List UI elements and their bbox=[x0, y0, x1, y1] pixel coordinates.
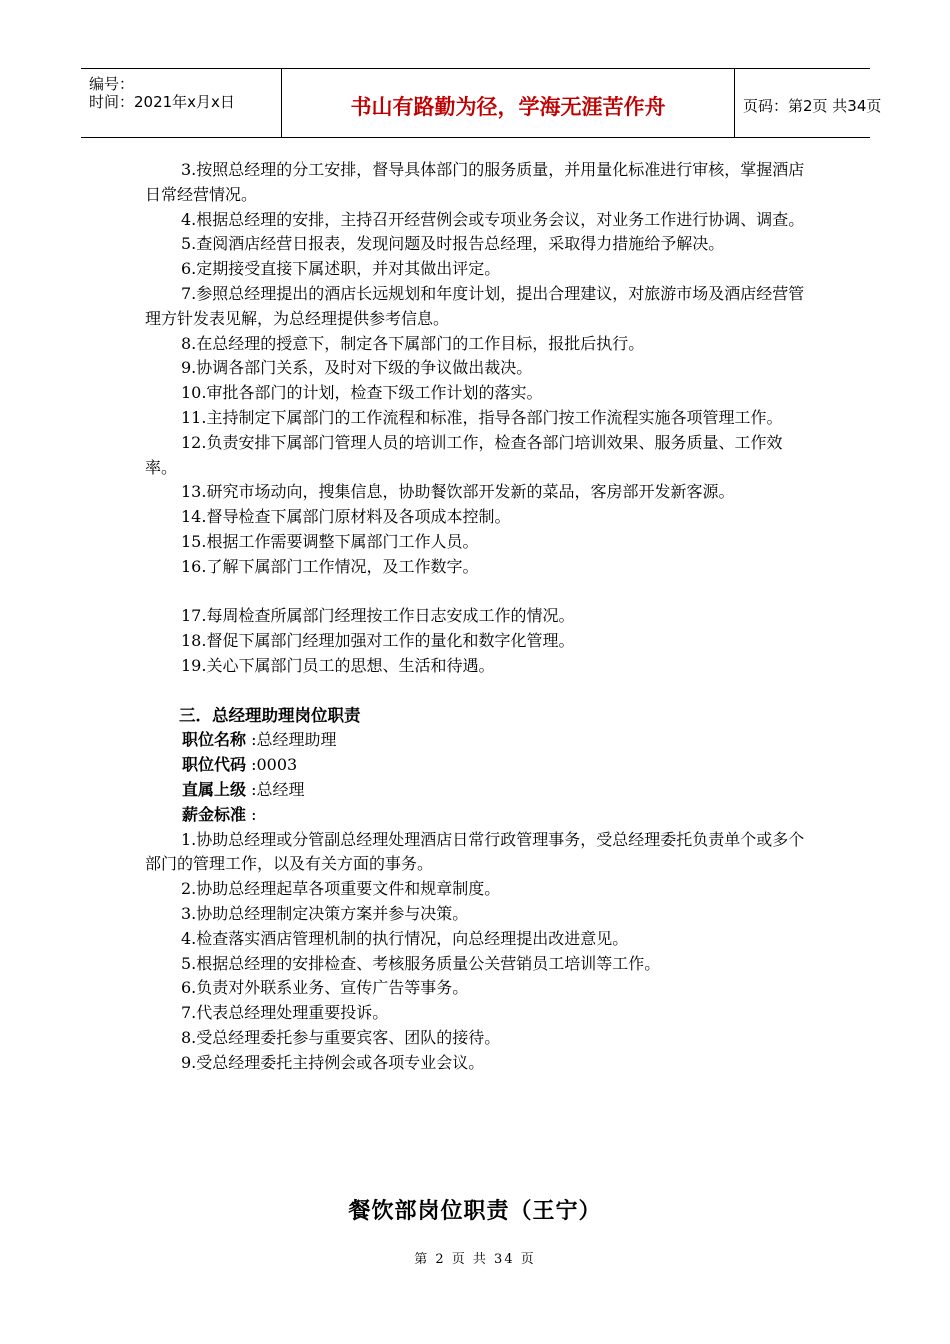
section-item: 6.负责对外联系业务、宣传广告等事务。 bbox=[181, 978, 469, 998]
section-item: 8.受总经理委托参与重要宾客、团队的接待。 bbox=[181, 1027, 501, 1047]
page-info: 页码：第2页 共34页 bbox=[743, 97, 882, 115]
paragraph: 16.了解下属部门工作情况，及工作数字。 bbox=[181, 556, 479, 576]
field-value: :0003 bbox=[246, 755, 298, 775]
paragraph: 18.督促下属部门经理加强对工作的量化和数字化管理。 bbox=[181, 631, 575, 651]
paragraph: 19.关心下属部门员工的思想、生活和待遇。 bbox=[181, 655, 495, 675]
section-item: 3.协助总经理制定决策方案并参与决策。 bbox=[181, 903, 469, 923]
field-row bbox=[145, 778, 813, 803]
field-value: :总经理 bbox=[246, 779, 305, 799]
paragraph: 6.定期接受直接下属述职，并对其做出评定。 bbox=[181, 259, 501, 279]
blank-line bbox=[145, 679, 813, 704]
department-title: 餐饮部岗位职责（王宁） bbox=[348, 1199, 602, 1224]
page-footer: 第 2 页 共 34 页 bbox=[414, 1252, 536, 1267]
motto-text: 书山有路勤为径，学海无涯苦作舟 bbox=[350, 95, 666, 119]
section-item: 4.检查落实酒店管理机制的执行情况，向总经理提出改进意见。 bbox=[181, 928, 629, 948]
document-body bbox=[145, 158, 813, 1075]
section-item: 7.代表总经理处理重要投诉。 bbox=[181, 1003, 389, 1023]
blank-line bbox=[145, 580, 813, 605]
paragraph: 9.协调各部门关系，及时对下级的争议做出裁决。 bbox=[181, 358, 533, 378]
paragraph: 15.根据工作需要调整下属部门工作人员。 bbox=[181, 531, 479, 551]
header-info-cell bbox=[81, 69, 282, 137]
field-value: :总经理助理 bbox=[246, 730, 337, 750]
header-page-cell bbox=[735, 69, 882, 137]
section-item: 5.根据总经理的安排检查、考核服务质量公关营销员工培训等工作。 bbox=[181, 953, 661, 973]
field-label: 直属上级 bbox=[182, 779, 247, 799]
field-row bbox=[145, 728, 813, 753]
header-motto-cell bbox=[282, 69, 735, 137]
paragraph: 7.参照总经理提出的酒店长远规划和年度计划，提出合理建议，对旅游市场及酒店经营管理方针发表见解，为总经理提供参考信息。 bbox=[145, 283, 805, 328]
paragraph: 5.查阅酒店经营日报表，发现问题及时报告总经理，采取得力措施给予解决。 bbox=[181, 234, 725, 254]
field-value: : bbox=[246, 804, 257, 824]
header-table bbox=[81, 68, 882, 138]
paragraph: 4.根据总经理的安排，主持召开经营例会或专项业务会议，对业务工作进行协调、调查。 bbox=[181, 209, 805, 229]
field-row bbox=[145, 803, 813, 828]
paragraph: 8.在总经理的授意下，制定各下属部门的工作目标，报批后执行。 bbox=[181, 333, 645, 353]
field-label: 职位代码 bbox=[182, 755, 247, 775]
field-row bbox=[145, 753, 813, 778]
paragraph: 10.审批各部门的计划，检查下级工作计划的落实。 bbox=[181, 383, 543, 403]
paragraph: 12.负责安排下属部门管理人员的培训工作，检查各部门培训效果、服务质量、工作效率。 bbox=[145, 432, 783, 477]
number-label: 编号： bbox=[89, 75, 135, 93]
section-item: 2.协助总经理起草各项重要文件和规章制度。 bbox=[181, 879, 501, 899]
section-title: 三．总经理助理岗位职责 bbox=[179, 705, 361, 725]
date-label: 时间：2021年x月x日 bbox=[89, 93, 235, 111]
paragraph: 17.每周检查所属部门经理按工作日志安成工作的情况。 bbox=[181, 606, 575, 626]
paragraph: 14.督导检查下属部门原材料及各项成本控制。 bbox=[181, 507, 511, 527]
section-item: 1.协助总经理或分管副总经理处理酒店日常行政管理事务，受总经理委托负责单个或多个部门的管理工作，以及有关方面的事务。 bbox=[145, 829, 805, 874]
field-label: 职位名称 bbox=[182, 730, 247, 750]
field-label: 薪金标准 bbox=[182, 804, 247, 824]
paragraph: 3.按照总经理的分工安排，督导具体部门的服务质量，并用量化标准进行审核，掌握酒店日常经营情况。 bbox=[145, 160, 805, 204]
paragraph: 11.主持制定下属部门的工作流程和标准，指导各部门按工作流程实施各项管理工作。 bbox=[181, 407, 783, 427]
section-item: 9.受总经理委托主持例会或各项专业会议。 bbox=[181, 1052, 485, 1072]
paragraph: 13.研究市场动向，搜集信息，协助餐饮部开发新的菜品，客房部开发新客源。 bbox=[181, 482, 735, 502]
